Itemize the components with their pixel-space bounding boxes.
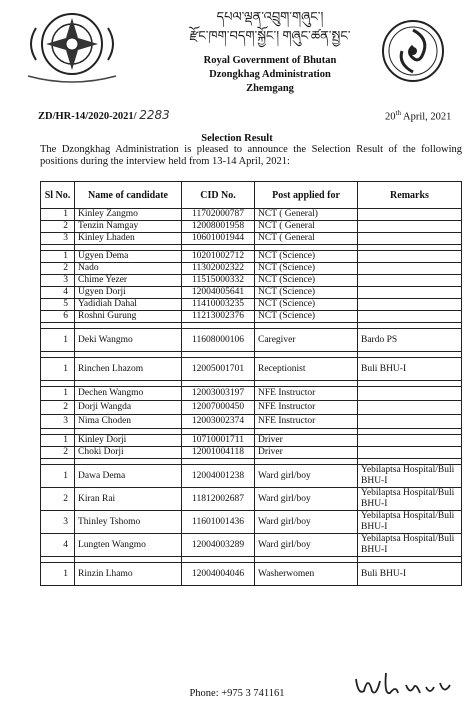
table-row xyxy=(41,465,462,488)
sl-number-cell: 1 xyxy=(41,387,75,401)
post-cell: Ward girl/boy xyxy=(255,534,358,557)
sl-number-cell: 1 xyxy=(41,435,75,447)
remarks-cell: Yebilaptsa Hospital/Buli BHU-I xyxy=(358,488,462,511)
candidate-name-cell: Roshni Gurung xyxy=(75,311,182,323)
remarks-cell xyxy=(358,209,462,221)
dzongkha-header-line-2: རྫོང་ཁག་བདག་སྐྱོང་། གཞུང་ཚན་སྤྱང་ xyxy=(189,28,351,43)
cid-number-cell: 12004005641 xyxy=(182,287,255,299)
post-cell: NCT (Science) xyxy=(255,251,358,263)
post-cell: NCT (Science) xyxy=(255,275,358,287)
remarks-cell xyxy=(358,435,462,447)
intro-paragraph: The Dzongkhag Administration is pleased to announce the Selection Result of the following positions during the interview held from 13-14 April, 2021: xyxy=(40,144,462,167)
post-cell: NCT (Science) xyxy=(255,311,358,323)
sl-number-cell: 1 xyxy=(41,329,75,352)
cid-number-cell: 11702000787 xyxy=(182,209,255,221)
candidate-name-cell: Dawa Dema xyxy=(75,465,182,488)
candidate-name-cell: Kinley Dorji xyxy=(75,435,182,447)
org-subname: Dzongkhag Administration xyxy=(209,69,331,80)
table-row xyxy=(41,387,462,401)
candidate-name-cell: Deki Wangmo xyxy=(75,329,182,352)
sl-number-cell: 1 xyxy=(41,563,75,586)
remarks-cell: Yebilaptsa Hospital/Buli BHU-I xyxy=(358,465,462,488)
cid-number-cell: 10710001711 xyxy=(182,435,255,447)
remarks-cell xyxy=(358,251,462,263)
remarks-cell xyxy=(358,387,462,401)
remarks-cell: Yebilaptsa Hospital/Buli BHU-I xyxy=(358,511,462,534)
post-cell: NFE Instructor xyxy=(255,387,358,401)
remarks-cell xyxy=(358,221,462,233)
cid-number-cell: 11302002322 xyxy=(182,263,255,275)
post-cell: Receptionist xyxy=(255,358,358,381)
sl-number-cell: 4 xyxy=(41,287,75,299)
table-row xyxy=(41,488,462,511)
post-cell: Caregiver xyxy=(255,329,358,352)
table-row xyxy=(41,299,462,311)
post-cell: NCT ( General xyxy=(255,221,358,233)
sl-number-cell: 1 xyxy=(41,358,75,381)
table-body xyxy=(41,209,462,586)
remarks-cell xyxy=(358,311,462,323)
cid-number-cell: 11601001436 xyxy=(182,511,255,534)
cid-number-cell: 11608000106 xyxy=(182,329,255,352)
candidate-name-cell: Nado xyxy=(75,263,182,275)
cid-number-cell: 12001004118 xyxy=(182,447,255,459)
post-cell: NCT ( General xyxy=(255,233,358,245)
remarks-cell: Yebilaptsa Hospital/Buli BHU-I xyxy=(358,534,462,557)
table-row xyxy=(41,287,462,299)
cid-number-cell: 11410003235 xyxy=(182,299,255,311)
table-row xyxy=(41,311,462,323)
cid-number-cell: 11213002376 xyxy=(182,311,255,323)
cid-number-cell: 11515000332 xyxy=(182,275,255,287)
table-row xyxy=(41,275,462,287)
table-row xyxy=(41,447,462,459)
remarks-cell xyxy=(358,263,462,275)
remarks-cell xyxy=(358,287,462,299)
post-cell: NCT ( General) xyxy=(255,209,358,221)
table-header-row xyxy=(41,182,462,209)
handwritten-number: 2283 xyxy=(139,108,170,122)
dzongkha-header-line-1: དཔལ་ལྡན་འབྲུག་གཞུང་། xyxy=(216,9,324,24)
table-row xyxy=(41,233,462,245)
table-row xyxy=(41,563,462,586)
remarks-cell: Bardo PS xyxy=(358,329,462,352)
candidate-name-cell: Dechen Wangmo xyxy=(75,387,182,401)
cid-number-cell: 12003002374 xyxy=(182,415,255,429)
post-cell: NFE Instructor xyxy=(255,415,358,429)
cid-number-cell: 12007000450 xyxy=(182,401,255,415)
table-row xyxy=(41,221,462,233)
candidate-name-cell: Rinzin Lhamo xyxy=(75,563,182,586)
candidate-name-cell: Kiran Rai xyxy=(75,488,182,511)
table-row xyxy=(41,358,462,381)
post-cell: NCT (Science) xyxy=(255,287,358,299)
candidate-name-cell: Kinley Zangmo xyxy=(75,209,182,221)
sl-number-cell: 4 xyxy=(41,534,75,557)
remarks-cell xyxy=(358,447,462,459)
cid-number-cell: 12004004046 xyxy=(182,563,255,586)
candidate-name-cell: Rinchen Lhazom xyxy=(75,358,182,381)
post-cell: Washerwomen xyxy=(255,563,358,586)
post-cell: NFE Instructor xyxy=(255,401,358,415)
sl-number-cell: 2 xyxy=(41,263,75,275)
cid-number-cell: 10201002712 xyxy=(182,251,255,263)
table-row xyxy=(41,251,462,263)
post-cell: Ward girl/boy xyxy=(255,465,358,488)
post-cell: Ward girl/boy xyxy=(255,511,358,534)
sl-number-cell: 2 xyxy=(41,447,75,459)
post-cell: Ward girl/boy xyxy=(255,488,358,511)
column-header: Sl No. xyxy=(41,182,75,209)
cid-number-cell: 12008001958 xyxy=(182,221,255,233)
table-row xyxy=(41,435,462,447)
sl-number-cell: 3 xyxy=(41,511,75,534)
table-row xyxy=(41,401,462,415)
table-row xyxy=(41,534,462,557)
cid-number-cell: 12004001238 xyxy=(182,465,255,488)
sl-number-cell: 1 xyxy=(41,209,75,221)
candidate-name-cell: Nima Choden xyxy=(75,415,182,429)
column-header: Name of candidate xyxy=(75,182,182,209)
post-cell: Driver xyxy=(255,447,358,459)
remarks-cell xyxy=(358,415,462,429)
column-header: CID No. xyxy=(182,182,255,209)
sl-number-cell: 1 xyxy=(41,465,75,488)
cid-number-cell: 10601001944 xyxy=(182,233,255,245)
post-cell: Driver xyxy=(255,435,358,447)
table-row xyxy=(41,329,462,352)
royal-emblem-icon xyxy=(22,8,122,88)
remarks-cell xyxy=(358,233,462,245)
cid-number-cell: 12003003197 xyxy=(182,387,255,401)
cid-number-cell: 12005001701 xyxy=(182,358,255,381)
candidate-name-cell: Choki Dorji xyxy=(75,447,182,459)
candidate-name-cell: Thinley Tshomo xyxy=(75,511,182,534)
cid-number-cell: 11812002687 xyxy=(182,488,255,511)
candidate-name-cell: Chime Yezer xyxy=(75,275,182,287)
reference-number: ZD/HR-14/2020-2021/ 2283 xyxy=(38,108,170,122)
table-row xyxy=(41,415,462,429)
remarks-cell xyxy=(358,299,462,311)
sl-number-cell: 3 xyxy=(41,233,75,245)
sl-number-cell: 3 xyxy=(41,275,75,287)
sl-number-cell: 2 xyxy=(41,488,75,511)
remarks-cell: Buli BHU-I xyxy=(358,358,462,381)
candidate-name-cell: Kinley Lhaden xyxy=(75,233,182,245)
remarks-cell xyxy=(358,401,462,415)
sl-number-cell: 2 xyxy=(41,221,75,233)
sl-number-cell: 1 xyxy=(41,251,75,263)
place-name: Zhemgang xyxy=(246,83,294,94)
candidate-name-cell: Lungten Wangmo xyxy=(75,534,182,557)
candidate-name-cell: Tenzin Namgay xyxy=(75,221,182,233)
candidate-name-cell: Dorji Wangda xyxy=(75,401,182,415)
column-header: Remarks xyxy=(358,182,462,209)
sl-number-cell: 5 xyxy=(41,299,75,311)
cid-number-cell: 12004003289 xyxy=(182,534,255,557)
table-row xyxy=(41,209,462,221)
document-title: Selection Result xyxy=(201,133,273,144)
column-header: Post applied for xyxy=(255,182,358,209)
org-name: Royal Government of Bhutan xyxy=(203,55,337,66)
candidate-name-cell: Yadidiah Dahal xyxy=(75,299,182,311)
remarks-cell: Buli BHU-I xyxy=(358,563,462,586)
sl-number-cell: 6 xyxy=(41,311,75,323)
footer-phone: Phone: +975 3 741161 xyxy=(189,688,285,699)
candidate-name-cell: Ugyen Dema xyxy=(75,251,182,263)
remarks-cell xyxy=(358,275,462,287)
sl-number-cell: 2 xyxy=(41,401,75,415)
sl-number-cell: 3 xyxy=(41,415,75,429)
table-row xyxy=(41,263,462,275)
letter-date: 20th April, 2021 xyxy=(385,109,452,123)
post-cell: NCT (Science) xyxy=(255,299,358,311)
post-cell: NCT (Science) xyxy=(255,263,358,275)
table-row xyxy=(41,511,462,534)
candidate-name-cell: Ugyen Dorji xyxy=(75,287,182,299)
selection-table xyxy=(40,181,462,586)
